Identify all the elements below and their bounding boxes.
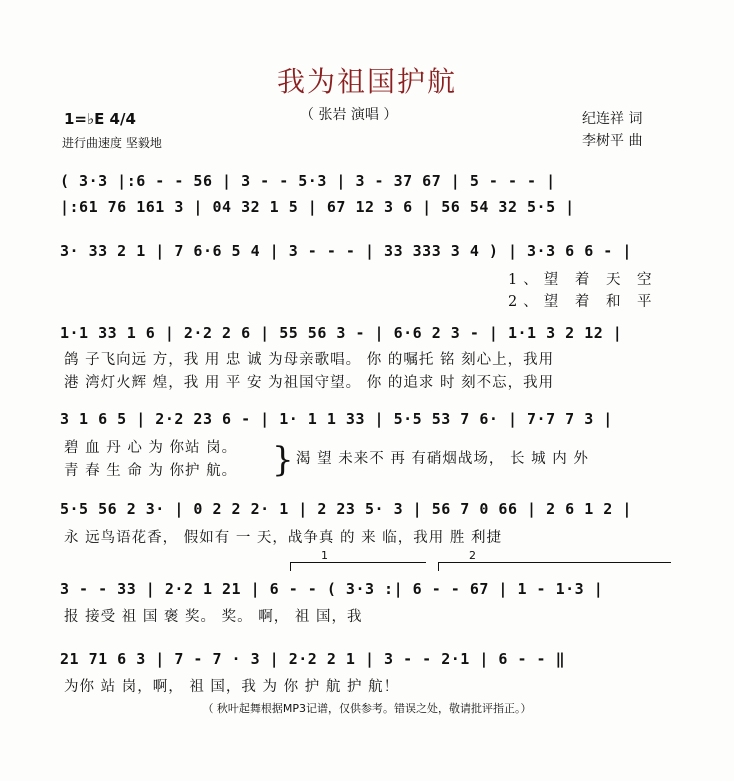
verse2-intro-lyric: 2、望 着 和 平: [508, 294, 658, 310]
system-6-lyric: 报 接受 祖 国 褒 奖。 奖。 啊， 祖 国，我: [64, 609, 363, 625]
system-3-lyric-verse1: 鸽 子飞向远 方，我 用 忠 诚 为母亲歌唱。 你 的嘱托 铭 刻心上，我用: [64, 352, 555, 368]
score-system-4: 3 1 6 5 | 2·2 23 6 - | 1· 1 1 33 | 5·5 53 7 6· | 7·7 7 3 |: [60, 410, 613, 428]
system-4-lyric-verse2: 青 春 生 命 为 你护 航。: [64, 463, 238, 479]
verse1-intro-lyric: 1、望 着 天 空: [508, 272, 658, 288]
system-4-shared-lyric: 渴 望 未来不 再 有硝烟战场， 长 城 内 外: [296, 451, 589, 467]
composer-credit: 李树平 曲: [582, 133, 643, 149]
system-3-lyric-verse2: 港 湾灯火辉 煌，我 用 平 安 为祖国守望。 你 的追求 时 刻不忘，我用: [64, 375, 555, 391]
system-5-lyric: 永 远鸟语花香， 假如有 一 天，战争真 的 来 临，我用 胜 利捷: [64, 530, 502, 546]
volta-bracket-2: [438, 549, 671, 571]
system-7-lyric: 为你 站 岗，啊， 祖 国，我 为 你 护 航 护 航！: [64, 679, 400, 695]
key-signature: 1=♭E 4/4: [64, 110, 136, 128]
score-system-2: 3· 33 2 1 | 7 6·6 5 4 | 3 - - - | 33 333 3 4 ) | 3·3 6 6 - |: [60, 242, 632, 260]
verse-brace: }: [272, 440, 294, 480]
volta-1-label: 1: [321, 549, 328, 562]
score-system-6: 3 - - 33 | 2·2 1 21 | 6 - - ( 3·3 :| 6 - - 67 | 1 - 1·3 |: [60, 580, 604, 598]
score-system-1-upper: ( 3·3 |:6 - - 56 | 3 - - 5·3 | 3 - 37 67 | 5 - - - |: [60, 172, 556, 190]
score-system-3: 1·1 33 1 6 | 2·2 2 6 | 55 56 3 - | 6·6 2 3 - | 1·1 3 2 12 |: [60, 324, 623, 342]
volta-2-label: 2: [469, 549, 476, 562]
transcription-footnote: （ 秋叶起舞根据MP3记谱，仅供参考。错误之处，敬请批评指正。）: [202, 702, 532, 715]
score-system-1-lower: |:61 76 161 3 | 04 32 1 5 | 67 12 3 6 | 56 54 32 5·5 |: [60, 198, 575, 216]
song-title: 我为祖国护航: [276, 65, 457, 98]
tempo-marking: 进行曲速度 坚毅地: [62, 136, 162, 150]
score-system-5: 5·5 56 2 3· | 0 2 2 2· 1 | 2 23 5· 3 | 56 7 0 66 | 2 6 1 2 |: [60, 500, 632, 518]
lyricist-credit: 纪连祥 词: [582, 111, 643, 127]
score-system-7: 21 71 6 3 | 7 - 7 · 3 | 2·2 2 1 | 3 - - 2·1 | 6 - - ‖: [60, 650, 566, 668]
volta-bracket-1: [290, 549, 426, 571]
performer-credit: （ 张岩 演唱 ）: [300, 107, 398, 123]
system-4-lyric-verse1: 碧 血 丹 心 为 你站 岗。: [64, 440, 238, 456]
